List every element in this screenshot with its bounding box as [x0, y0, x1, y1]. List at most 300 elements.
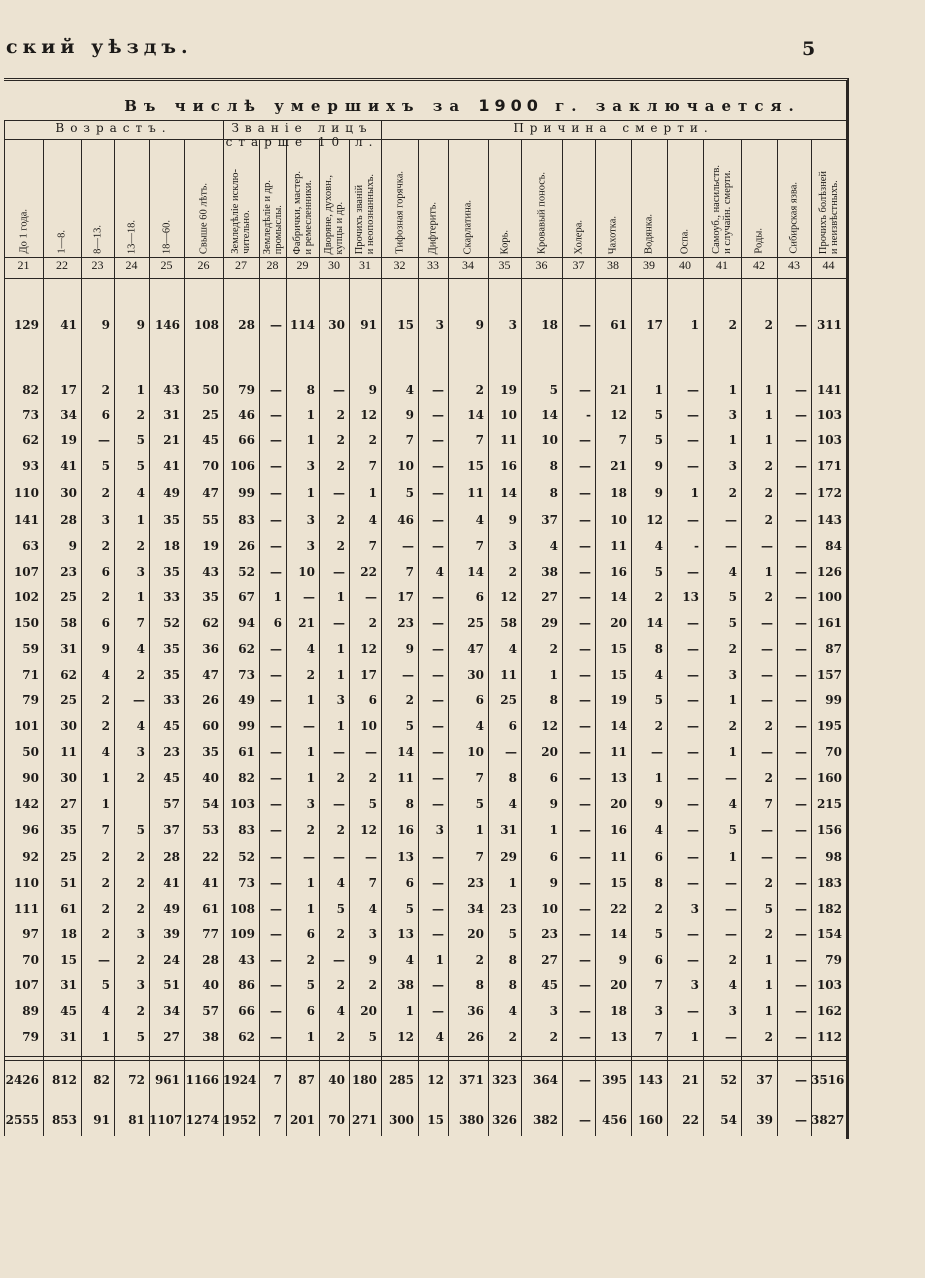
total-row-cell: 180 [351, 1073, 377, 1087]
table-row-cell: 2 [728, 318, 737, 332]
table-row-cell: 62 [22, 433, 39, 447]
table-row-cell: 5 [654, 693, 663, 707]
total-row-cell: 81 [128, 1113, 145, 1127]
table-row-cell: 1 [101, 797, 110, 811]
table-row-cell: 2 [336, 433, 345, 447]
table-row-cell: 28 [238, 318, 255, 332]
table-row-cell: — [795, 719, 807, 733]
table-row-cell: 10 [360, 719, 377, 733]
column-number: 26 [197, 258, 210, 272]
table-row-cell: 2 [764, 513, 773, 527]
table-row-cell: 16 [500, 459, 517, 473]
table-row-cell: 2 [306, 953, 315, 967]
table-row-cell: 6 [101, 408, 110, 422]
table-row-cell: — [795, 539, 807, 553]
table-row-cell: 1 [273, 590, 282, 604]
table-row-cell: 8 [508, 953, 517, 967]
table-row-cell: 3 [136, 927, 145, 941]
table-row-cell: 62 [238, 642, 255, 656]
table-row-cell: 3 [435, 318, 444, 332]
column-number: 24 [125, 258, 138, 272]
table-row-cell: 41 [202, 876, 219, 890]
table-row-cell: 35 [163, 513, 180, 527]
table-row-cell: 15 [60, 953, 77, 967]
column-header [595, 140, 631, 256]
column-header-label: 18—60. [161, 219, 172, 254]
table-row-cell: 4 [654, 668, 663, 682]
table-row-cell: 126 [816, 565, 842, 579]
table-row-cell: 2 [368, 771, 377, 785]
table-row-cell: 10 [541, 433, 558, 447]
table-row-cell: 5 [549, 383, 558, 397]
table-row-cell: — [270, 797, 282, 811]
table-row-cell: 52 [163, 616, 180, 630]
table-rule [4, 278, 846, 279]
table-row-cell: 60 [202, 719, 219, 733]
table-row-cell: — [432, 383, 444, 397]
table-row-cell: 9 [654, 459, 663, 473]
table-row-cell: — [651, 745, 663, 759]
table-row-cell: 183 [816, 876, 842, 890]
table-row-cell: 8 [508, 771, 517, 785]
table-row-cell: 82 [22, 383, 39, 397]
table-row-cell: 30 [60, 719, 77, 733]
table-row-cell: — [795, 1004, 807, 1018]
table-row-cell: 2 [549, 642, 558, 656]
table-row-cell: 38 [541, 565, 558, 579]
title-text-before: Въ числѣ умершихъ за [124, 97, 467, 115]
column-header [811, 140, 846, 256]
table-row-cell: — [579, 719, 591, 733]
total-row-cell: 812 [51, 1073, 77, 1087]
table-row-cell: 35 [163, 668, 180, 682]
table-row-cell: 9 [618, 953, 627, 967]
column-header-label: 8—13. [92, 225, 103, 254]
table-row-cell: 1 [728, 383, 737, 397]
table-row-cell: 9 [136, 318, 145, 332]
table-row-cell: 103 [229, 797, 255, 811]
table-row-cell: 43 [238, 953, 255, 967]
table-row-cell: 38 [397, 978, 414, 992]
table-row-cell: — [795, 1030, 807, 1044]
table-row-cell: 1 [728, 745, 737, 759]
table-row-cell: — [795, 565, 807, 579]
table-row-cell: 8 [549, 693, 558, 707]
table-row-cell: 10 [541, 902, 558, 916]
table-row-cell: — [333, 850, 345, 864]
table-row-cell: 49 [163, 486, 180, 500]
table-row-cell: 20 [610, 978, 627, 992]
table-row-cell: 5 [405, 719, 414, 733]
column-header [349, 140, 381, 256]
column-header [741, 140, 777, 256]
table-row-cell: 18 [541, 318, 558, 332]
table-row-cell: 7 [475, 850, 484, 864]
table-row-cell: — [270, 823, 282, 837]
table-row-cell: 1 [690, 318, 699, 332]
table-row-cell: 25 [500, 693, 517, 707]
table-row-cell: 73 [22, 408, 39, 422]
table-row-cell: 1 [654, 383, 663, 397]
column-number: 25 [160, 258, 173, 272]
table-row-cell: 6 [654, 953, 663, 967]
table-row-cell: - [694, 539, 699, 553]
column-header-label: 13—18. [126, 219, 137, 254]
table-row-cell: 26 [467, 1030, 484, 1044]
table-row-cell: 3 [101, 513, 110, 527]
table-row-cell: 40 [202, 978, 219, 992]
table-row-cell: — [761, 616, 773, 630]
total-row-cell: 382 [532, 1113, 558, 1127]
table-row-cell: — [579, 590, 591, 604]
table-row-cell: 30 [60, 486, 77, 500]
table-row-cell: 2 [136, 408, 145, 422]
table-row-cell: 90 [22, 771, 39, 785]
total-row-cell: 3827 [811, 1113, 845, 1127]
table-row-cell: 1 [336, 719, 345, 733]
table-row-cell: 1 [508, 876, 517, 890]
table-row-cell: 84 [825, 539, 842, 553]
table-row-cell: 2 [728, 486, 737, 500]
table-row-cell: 79 [22, 1030, 39, 1044]
table-row-cell: 70 [825, 745, 842, 759]
table-row-cell: 15 [610, 876, 627, 890]
table-row-cell: 2 [136, 771, 145, 785]
column-header-label: Скарлатина. [462, 199, 474, 254]
column-header [381, 140, 418, 256]
table-row-cell: 1 [728, 850, 737, 864]
table-row-cell: 18 [163, 539, 180, 553]
table-row-cell: — [432, 876, 444, 890]
table-row-cell: 8 [549, 486, 558, 500]
table-row-cell: 6 [306, 927, 315, 941]
table-row-cell: — [98, 433, 110, 447]
table-row-cell: 2 [136, 539, 145, 553]
column-number: 23 [91, 258, 104, 272]
table-row-cell: 79 [22, 693, 39, 707]
table-row-cell: 20 [360, 1004, 377, 1018]
table-row-cell: 7 [136, 616, 145, 630]
table-row-cell: 45 [541, 978, 558, 992]
table-row-cell: 2 [136, 668, 145, 682]
table-row-cell: — [333, 745, 345, 759]
table-row-cell: 23 [60, 565, 77, 579]
column-header [81, 140, 114, 256]
table-row-cell: — [270, 513, 282, 527]
table-row-cell: — [365, 590, 377, 604]
column-header-label: Прочихъ званій и неопознанныхъ. [354, 173, 376, 254]
table-row-cell: 6 [654, 850, 663, 864]
table-row-cell: 2 [475, 383, 484, 397]
table-row-cell: 102 [13, 590, 39, 604]
table-row-cell: — [795, 823, 807, 837]
table-row-cell: 25 [60, 693, 77, 707]
table-row-cell: — [795, 668, 807, 682]
table-row-cell: 3 [136, 745, 145, 759]
table-row-cell: 7 [101, 823, 110, 837]
table-row-cell: 27 [60, 797, 77, 811]
column-number: 29 [296, 258, 309, 272]
table-row-cell: 23 [163, 745, 180, 759]
table-row-cell: 36 [202, 642, 219, 656]
table-row-cell: — [579, 745, 591, 759]
table-row-cell: 46 [238, 408, 255, 422]
table-row-cell: 3 [508, 539, 517, 553]
table-row-cell: 11 [610, 745, 627, 759]
table-row-cell: 12 [500, 590, 517, 604]
table-row-cell: 141 [816, 383, 842, 397]
table-row-cell: 3 [368, 927, 377, 941]
table-row-cell: — [687, 927, 699, 941]
table-rule [4, 1060, 846, 1061]
table-row-cell: — [761, 642, 773, 656]
table-row-cell: 2 [764, 590, 773, 604]
column-header-label: 1—8. [56, 230, 68, 254]
table-row-cell: — [432, 1004, 444, 1018]
group-header: Причина смерти. [513, 121, 714, 135]
table-row-cell: — [761, 745, 773, 759]
table-row-cell: 20 [467, 927, 484, 941]
table-row-cell: 9 [405, 642, 414, 656]
table-row-cell: 27 [541, 953, 558, 967]
table-row-cell: 70 [202, 459, 219, 473]
table-row-cell: 33 [163, 693, 180, 707]
table-row-cell: 35 [60, 823, 77, 837]
column-header [488, 140, 521, 256]
table-row-cell: — [133, 693, 145, 707]
table-row-cell: 3 [306, 797, 315, 811]
table-row-cell: 83 [238, 823, 255, 837]
table-row-cell: 18 [610, 486, 627, 500]
table-row-cell: 2 [728, 642, 737, 656]
table-row-cell: 12 [646, 513, 663, 527]
table-row-cell: — [579, 771, 591, 785]
table-row-cell: 21 [298, 616, 315, 630]
table-row-cell: — [687, 745, 699, 759]
table-row-cell: 160 [816, 771, 842, 785]
total-row-cell: 201 [289, 1113, 315, 1127]
table-row-cell: 1 [101, 1030, 110, 1044]
column-header [631, 140, 667, 256]
table-row-cell: 1 [306, 1030, 315, 1044]
table-row-cell: 4 [728, 565, 737, 579]
table-row-cell: 1 [549, 823, 558, 837]
table-row-cell: — [687, 850, 699, 864]
table-row-cell: — [795, 876, 807, 890]
table-row-cell: 25 [202, 408, 219, 422]
table-row-cell: 2 [654, 719, 663, 733]
table-row-cell: — [795, 408, 807, 422]
table-row-cell: 12 [397, 1030, 414, 1044]
table-row-cell: 50 [202, 383, 219, 397]
table-row-cell: 103 [816, 408, 842, 422]
table-row-cell: 61 [610, 318, 627, 332]
total-row-cell: 853 [51, 1113, 77, 1127]
total-row-cell: 87 [298, 1073, 315, 1087]
table-row-cell: — [579, 1030, 591, 1044]
table-row-cell: — [579, 850, 591, 864]
table-row-cell: 4 [101, 668, 110, 682]
table-row-cell: 3 [435, 823, 444, 837]
table-row-cell: 14 [610, 719, 627, 733]
column-rule [846, 139, 847, 1136]
table-row-cell: — [687, 459, 699, 473]
table-row-cell: 215 [816, 797, 842, 811]
table-row-cell: 6 [549, 850, 558, 864]
table-row-cell: 17 [646, 318, 663, 332]
table-row-cell: — [795, 433, 807, 447]
table-row-cell: 2 [101, 927, 110, 941]
table-row-cell: — [725, 771, 737, 785]
table-row-cell: 12 [360, 823, 377, 837]
table-row-cell: 2 [101, 876, 110, 890]
table-row-cell: — [432, 745, 444, 759]
table-row-cell: — [365, 745, 377, 759]
table-row-cell: — [687, 693, 699, 707]
table-row-cell: 2 [764, 719, 773, 733]
total-row-cell: 2555 [5, 1113, 39, 1127]
table-row-cell: 5 [508, 927, 517, 941]
table-row-cell: 20 [610, 797, 627, 811]
table-row-cell: — [432, 719, 444, 733]
column-header-label: Прочихъ болѣзней и неизвѣстныхъ. [817, 170, 840, 254]
table-row-cell: 3 [728, 459, 737, 473]
column-header-label: Дворяне, духовн., купцы и др. [323, 174, 345, 254]
column-header-label: Дифтеритъ. [427, 201, 439, 254]
total-row-cell: 72 [128, 1073, 145, 1087]
table-row-cell: 43 [163, 383, 180, 397]
table-row-cell: 2 [764, 927, 773, 941]
title-text-after: г. заключается. [555, 97, 801, 115]
table-row-cell: 3 [306, 513, 315, 527]
table-row-cell: 1 [368, 486, 377, 500]
table-row-cell: — [432, 513, 444, 527]
table-row-cell: 5 [368, 797, 377, 811]
table-row-cell: 1 [306, 876, 315, 890]
column-number: 44 [822, 258, 835, 272]
table-row-cell: — [333, 486, 345, 500]
table-row-cell: 1 [306, 486, 315, 500]
table-row-cell: 311 [816, 318, 842, 332]
table-row-cell: 1 [764, 383, 773, 397]
table-row-cell: 10 [397, 459, 414, 473]
table-row-cell: 13 [610, 771, 627, 785]
table-row-cell: 146 [154, 318, 180, 332]
table-row-cell: — [579, 616, 591, 630]
column-header [259, 140, 286, 256]
table-row-cell: 141 [13, 513, 39, 527]
table-row-cell: — [687, 797, 699, 811]
column-header-label: Земледѣліе исклю- чительно. [230, 169, 252, 254]
total-row-cell: 21 [682, 1073, 699, 1087]
table-row-cell: 4 [136, 719, 145, 733]
table-row-cell: 2 [336, 771, 345, 785]
table-row-cell: 29 [541, 616, 558, 630]
column-number: 43 [788, 258, 800, 272]
table-row-cell: 9 [549, 876, 558, 890]
title-year: 1900 [478, 96, 543, 115]
total-row-cell: — [795, 1073, 807, 1087]
table-row-cell: 4 [549, 539, 558, 553]
table-row-cell: 7 [405, 433, 414, 447]
table-row-cell: 31 [60, 1030, 77, 1044]
table-row-cell: 25 [467, 616, 484, 630]
table-row-cell: — [761, 693, 773, 707]
table-row-cell: 5 [728, 590, 737, 604]
total-row-cell: 326 [491, 1113, 517, 1127]
total-row-cell: 7 [273, 1113, 282, 1127]
table-row-cell: 6 [101, 565, 110, 579]
column-number: 33 [427, 258, 439, 272]
table-row-cell: 18 [610, 1004, 627, 1018]
table-row-cell: 37 [163, 823, 180, 837]
table-row-cell: 1 [435, 953, 444, 967]
table-row-cell: 14 [397, 745, 414, 759]
column-number: 42 [753, 258, 765, 272]
table-row-cell: 1 [690, 1030, 699, 1044]
column-number: 39 [643, 258, 655, 272]
column-number: 27 [235, 258, 247, 272]
column-header [43, 140, 81, 256]
table-row-cell: 1 [101, 771, 110, 785]
table-row-cell: — [365, 850, 377, 864]
table-row-cell: 22 [360, 565, 377, 579]
column-number: 32 [393, 258, 406, 272]
table-row-cell: — [687, 668, 699, 682]
table-row-cell: — [761, 668, 773, 682]
table-row-cell: 150 [13, 616, 39, 630]
table-row-cell: 2 [728, 719, 737, 733]
table-row-cell: 10 [467, 745, 484, 759]
table-row-cell: 2 [336, 823, 345, 837]
table-row-cell: 2 [101, 719, 110, 733]
table-row-cell: — [725, 876, 737, 890]
table-row-cell: 19 [500, 383, 517, 397]
table-row-cell: 9 [654, 797, 663, 811]
table-row-cell: 3 [306, 539, 315, 553]
table-row-cell: 21 [610, 459, 627, 473]
table-row-cell: — [333, 383, 345, 397]
table-row-cell: 143 [816, 513, 842, 527]
total-row-cell: 456 [601, 1113, 627, 1127]
total-row-cell: — [579, 1073, 591, 1087]
table-row-cell: 2 [336, 927, 345, 941]
table-row-cell: 4 [405, 383, 414, 397]
table-row-cell: 106 [229, 459, 255, 473]
table-row-cell: 16 [610, 565, 627, 579]
table-row-cell: — [795, 978, 807, 992]
table-row-cell: — [432, 408, 444, 422]
table-row-cell: 5 [101, 978, 110, 992]
table-row-cell: — [270, 433, 282, 447]
column-header-label: Корь. [499, 229, 510, 254]
table-row-cell: 45 [202, 433, 219, 447]
table-row-cell: — [270, 953, 282, 967]
column-header [667, 140, 703, 256]
table-row-cell: 1 [306, 693, 315, 707]
table-row-cell: — [795, 902, 807, 916]
table-row-cell: — [795, 513, 807, 527]
column-header-label: Земледѣліе и др. промыслы. [261, 179, 284, 254]
table-row-cell: 5 [136, 1030, 145, 1044]
table-row-cell: 15 [397, 318, 414, 332]
table-row-cell: 1 [549, 668, 558, 682]
table-row-cell: 14 [467, 408, 484, 422]
table-row-cell: 3 [136, 978, 145, 992]
table-row-cell: — [795, 616, 807, 630]
table-row-cell: 62 [202, 616, 219, 630]
table-row-cell: 4 [101, 745, 110, 759]
